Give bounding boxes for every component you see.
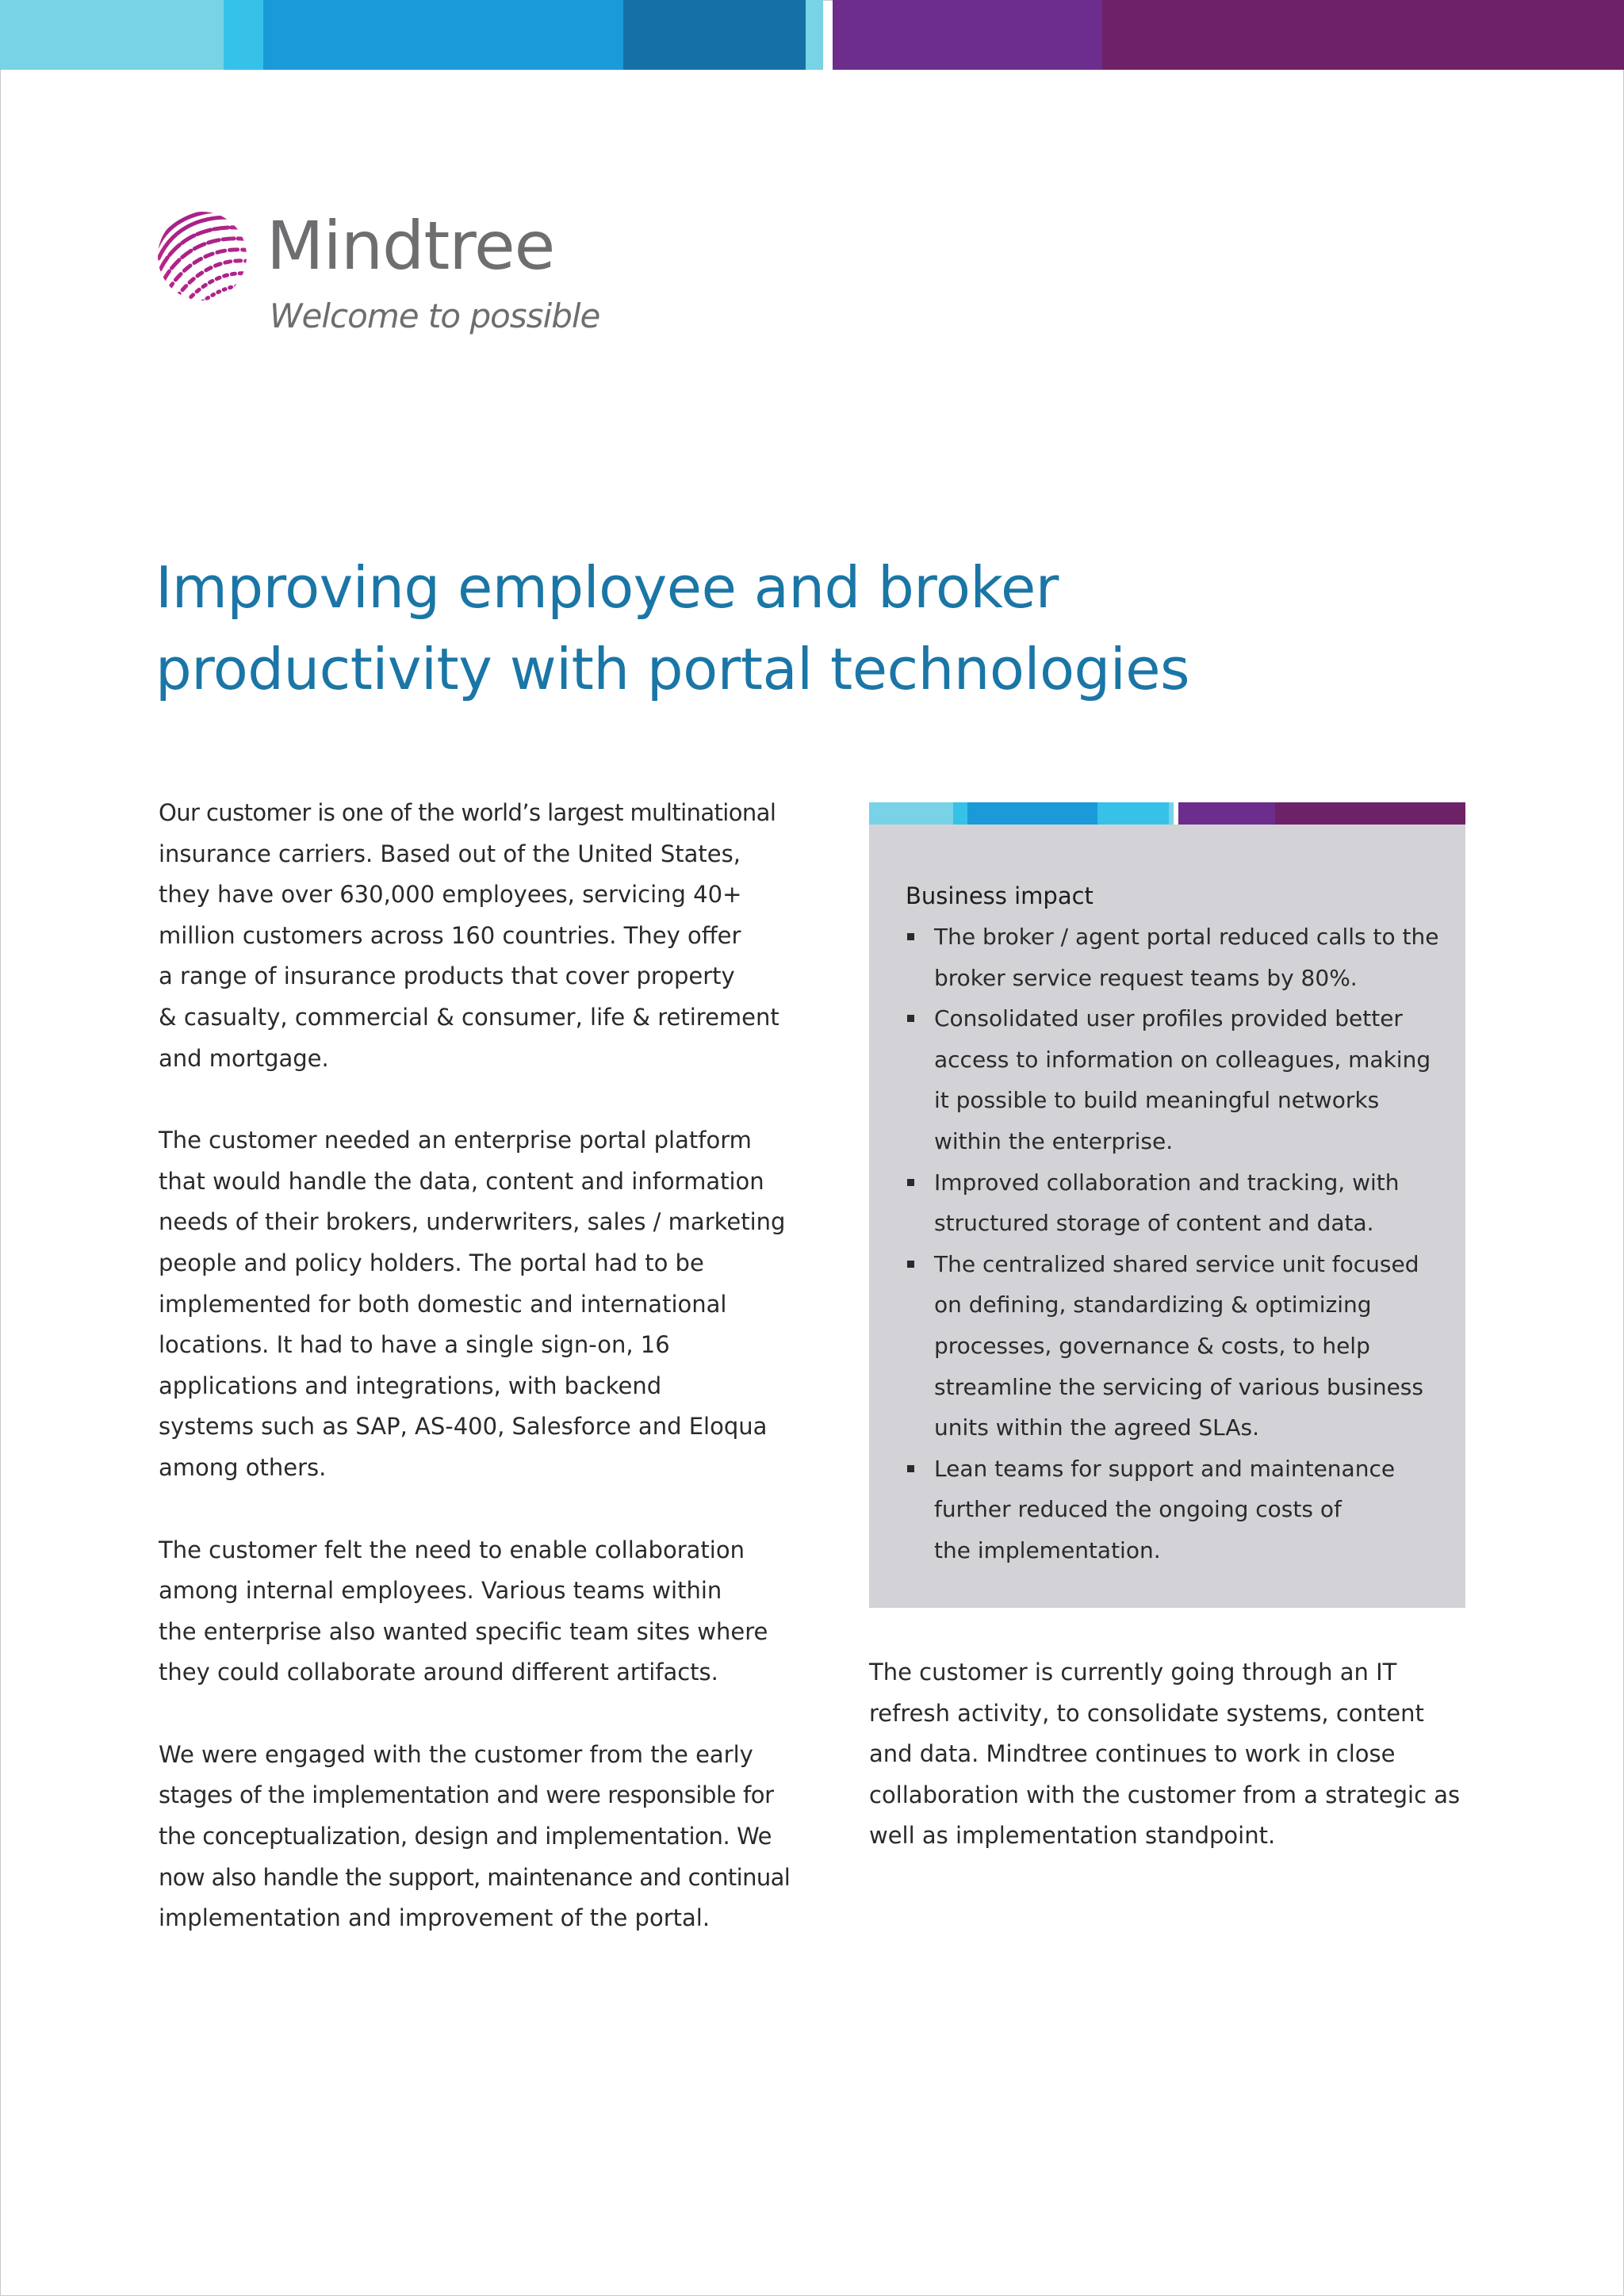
top-bar-segment (0, 0, 224, 70)
box-bar-segment (869, 802, 953, 825)
text-line: locations. It had to have a single sign-on, 16 (159, 1331, 670, 1359)
top-bar-segment (833, 0, 1102, 70)
text-line: the enterprise also wanted specific team sites where (159, 1617, 768, 1645)
body-paragraph (159, 1530, 777, 1693)
top-bar-segment (623, 0, 806, 70)
list-item (906, 916, 1453, 998)
left-column (159, 793, 791, 1980)
text-line: broker service request teams by 80%. (934, 964, 1358, 991)
text-line: streamline the servicing of various business (934, 1373, 1423, 1400)
text-line: among others. (159, 1453, 327, 1481)
logo-tagline: Welcome to possible (270, 297, 600, 335)
text-line: and data. Mindtree continues to work in close (869, 1740, 1396, 1768)
text-line: that would handle the data, content and information (159, 1167, 764, 1195)
text-line: needs of their brokers, underwriters, sales / marketing (159, 1208, 786, 1236)
text-line: insurance carriers. Based out of the United States, (159, 840, 741, 867)
body-paragraph (159, 1735, 791, 1939)
text-line: stages of the implementation and were responsible for (159, 1781, 774, 1809)
text-line: The broker / agent portal reduced calls to the (934, 924, 1439, 950)
text-line: implementation and improvement of the portal. (159, 1904, 710, 1932)
box-bar-segment (1097, 802, 1169, 825)
text-line: The centralized shared service unit focused (934, 1250, 1419, 1277)
text-line: structured storage of content and data. (934, 1210, 1374, 1237)
text-line: it possible to build meaningful networks (934, 1087, 1380, 1114)
text-line: units within the agreed SLAs. (934, 1414, 1260, 1441)
list-item (906, 998, 1453, 1161)
text-line: implemented for both domestic and international (159, 1290, 727, 1318)
list-item (906, 1448, 1453, 1571)
text-line: they could collaborate around different artifacts. (159, 1659, 718, 1686)
box-bar-segment (967, 802, 1097, 825)
top-bar-segment (224, 0, 263, 70)
text-line: Improved collaboration and tracking, with (934, 1169, 1400, 1196)
page-title (155, 547, 1424, 710)
text-line: million customers across 160 countries. They offer (159, 921, 741, 949)
body-paragraph (159, 793, 777, 1079)
text-line: applications and integrations, with backend (159, 1372, 662, 1399)
title-line: productivity with portal technologies (155, 636, 1190, 702)
right-column (869, 1652, 1472, 1898)
business-impact-heading: Business impact (906, 882, 1094, 909)
text-line: Our customer is one of the world’s largest multinational (159, 799, 776, 826)
title-line: Improving employee and broker (155, 554, 1059, 621)
business-impact-list (906, 916, 1453, 1571)
text-line: on defining, standardizing & optimizing (934, 1292, 1372, 1318)
text-line: processes, governance & costs, to help (934, 1332, 1370, 1359)
bullet-icon (907, 1179, 914, 1186)
text-line: well as implementation standpoint. (869, 1822, 1276, 1850)
text-line: further reduced the ongoing costs of (934, 1496, 1342, 1523)
text-line: Consolidated user profiles provided better (934, 1005, 1403, 1032)
text-line: a range of insurance products that cover property (159, 962, 735, 990)
bullet-icon (907, 1015, 914, 1022)
box-bar-segment (1169, 802, 1174, 825)
text-line: now also handle the support, maintenance and continual (159, 1863, 791, 1891)
text-line: people and policy holders. The portal had to be (159, 1249, 704, 1276)
top-bar-segment (263, 0, 623, 70)
top-bar-segment (1102, 0, 1624, 70)
text-line: access to information on colleagues, making (934, 1046, 1431, 1073)
text-line: systems such as SAP, AS-400, Salesforce and Eloqua (159, 1413, 768, 1441)
box-bar-segment (1275, 802, 1465, 825)
text-line: The customer is currently going through an IT (869, 1659, 1397, 1686)
body-paragraph (869, 1652, 1472, 1857)
text-line: The customer needed an enterprise portal platform (159, 1127, 752, 1154)
text-line: within the enterprise. (934, 1127, 1174, 1154)
mindtree-logo-icon (157, 211, 247, 301)
box-bar-segment (1178, 802, 1275, 825)
text-line: collaboration with the customer from a strategic as (869, 1781, 1461, 1808)
text-line: refresh activity, to consolidate systems, content (869, 1699, 1424, 1727)
bullet-icon (907, 1261, 914, 1268)
text-line: they have over 630,000 employees, servicing 40+ (159, 881, 742, 909)
text-line: Lean teams for support and maintenance (934, 1455, 1396, 1482)
text-line: the conceptualization, design and implementation. We (159, 1823, 772, 1850)
top-bar-segment (806, 0, 823, 70)
text-line: and mortgage. (159, 1044, 329, 1072)
text-line: We were engaged with the customer from the early (159, 1740, 753, 1768)
text-line: the implementation. (934, 1536, 1161, 1563)
bullet-icon (907, 1465, 914, 1472)
bullet-icon (907, 933, 914, 940)
text-line: among internal employees. Various teams within (159, 1577, 722, 1605)
business-impact-box (869, 825, 1465, 1608)
list-item (906, 1162, 1453, 1244)
body-paragraph (159, 1120, 786, 1488)
text-line: & casualty, commercial & consumer, life & retirement (159, 1003, 779, 1031)
box-bar-segment (953, 802, 967, 825)
list-item (906, 1244, 1453, 1448)
logo-wordmark: Mindtree (266, 207, 555, 285)
text-line: The customer felt the need to enable collaboration (159, 1536, 745, 1563)
